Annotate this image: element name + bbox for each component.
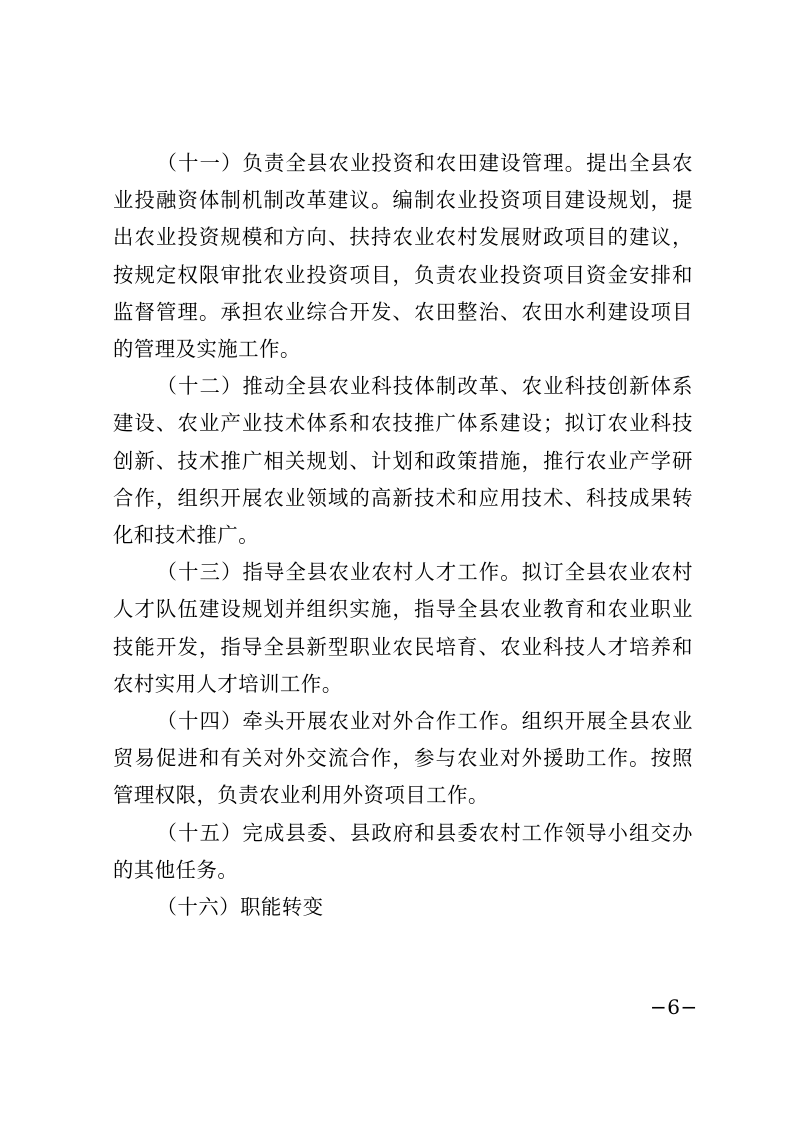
paragraph-12: （十二）推动全县农业科技体制改革、农业科技创新体系建设、农业产业技术体系和农技推广体系建设；拟订农业科技创新、技术推广相关规划、计划和政策措施，推行农业产学研合作，组织开展农业领域的高新技术和应用技术、科技成果转化和技术推广。 (113, 374, 693, 548)
page-number: −6− (650, 995, 698, 1019)
document-body (113, 145, 693, 926)
paragraph-11: （十一）负责全县农业投资和农田建设管理。提出全县农业投融资体制机制改革建议。编制农业投资项目建设规划，提出农业投资规模和方向、扶持农业农村发展财政项目的建议，按规定权限审批农业投资项目，负责农业投资项目资金安排和监督管理。承担农业综合开发、农田整治、农田水利建设项目的管理及实施工作。 (113, 151, 693, 362)
paragraph-15: （十五）完成县委、县政府和县委农村工作领导小组交办的其他任务。 (113, 820, 693, 882)
paragraph-14: （十四）牵头开展农业对外合作工作。组织开展全县农业贸易促进和有关对外交流合作，参与农业对外援助工作。按照管理权限，负责农业利用外资项目工作。 (113, 709, 693, 808)
paragraph-16: （十六）职能转变 (156, 895, 324, 920)
paragraph-13: （十三）指导全县农业农村人才工作。拟订全县农业农村人才队伍建设规划并组织实施，指导全县农业教育和农业职业技能开发，指导全县新型职业农民培育、农业科技人才培养和农村实用人才培训工作。 (113, 560, 693, 696)
